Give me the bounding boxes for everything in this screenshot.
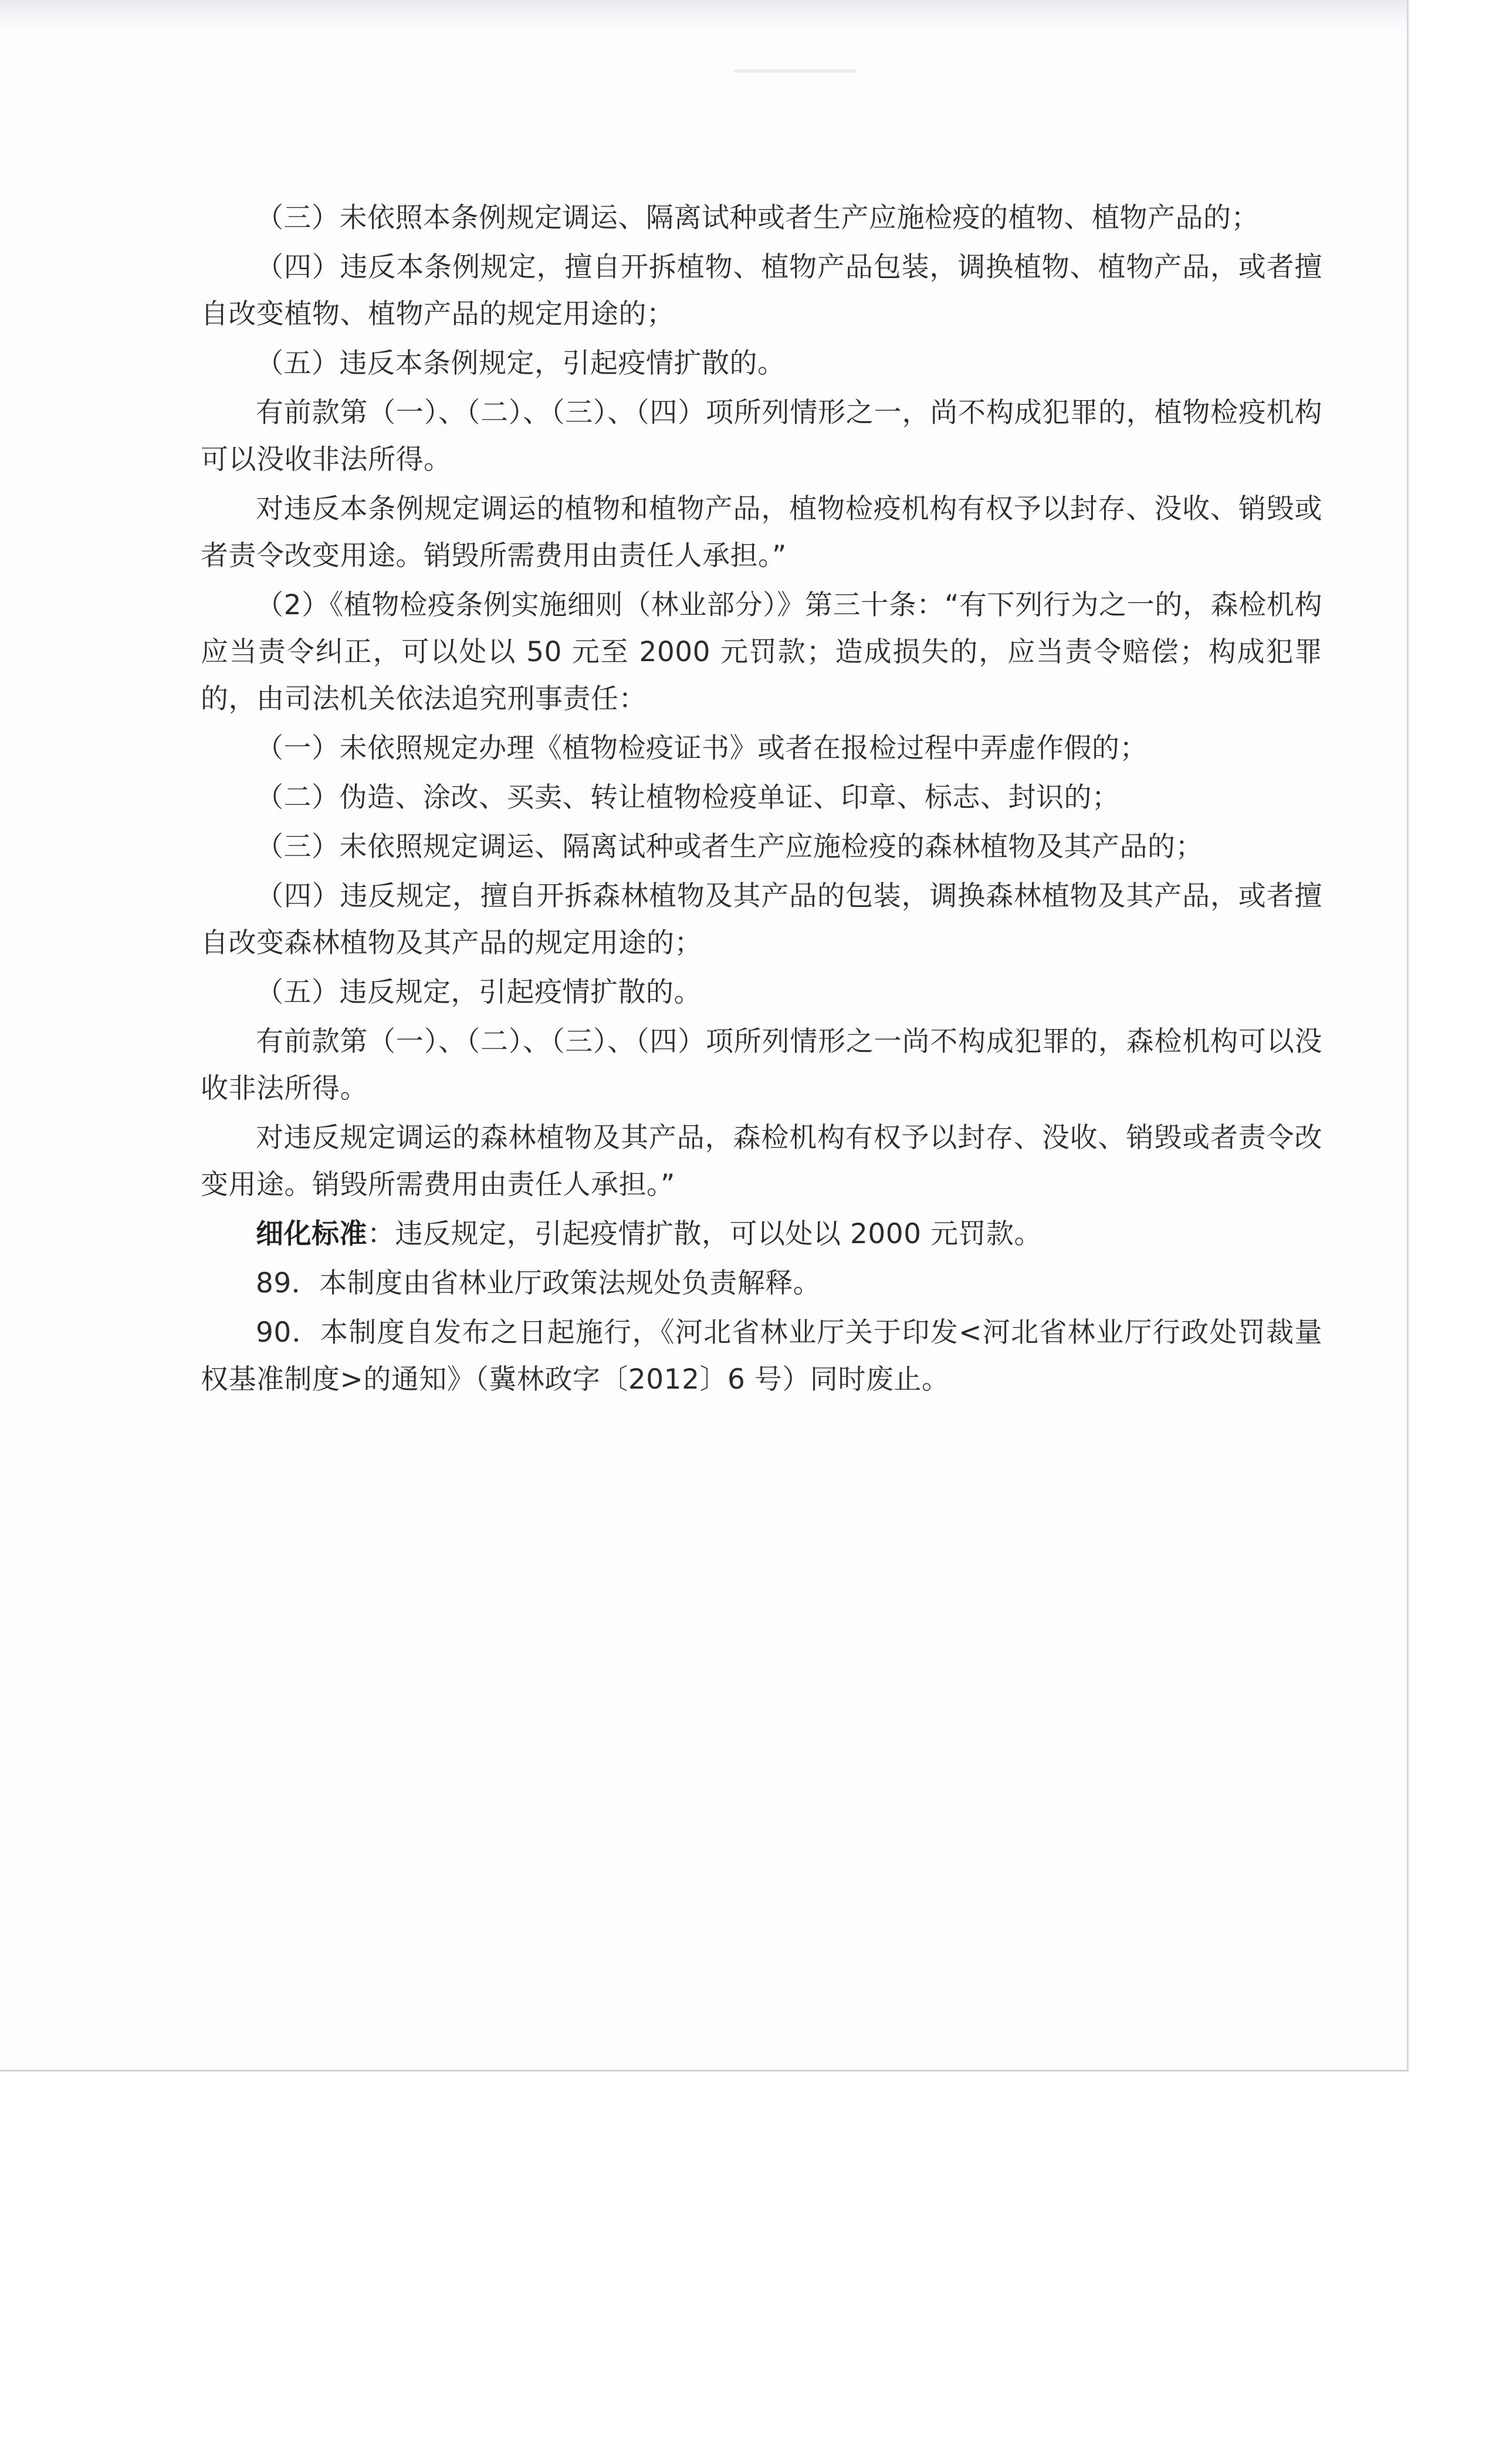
paragraph-forest-seizure: 对违反规定调运的森林植物及其产品，森检机构有权予以封存、没收、销毁或者责令改变用途。销毁所需费用由责任人承担。” [201,1122,1322,1201]
paragraph-item-3: （三）未依照本条例规定调运、隔离试种或者生产应施检疫的植物、植物产品的； [256,202,1259,234]
paragraph-exemption: 有前款第（一）、（二）、（三）、（四）项所列情形之一，尚不构成犯罪的，植物检疫机构可以没收非法所得。 [201,397,1322,476]
paragraph-90-effective: 90．本制度自发布之日起施行，《河北省林业厅关于印发<河北省林业厅行政处罚裁量权基准制度>的通知》（冀林政字〔2012〕6 号）同时废止。 [201,1316,1322,1396]
paragraph-forest-item-1: （一）未依照规定办理《植物检疫证书》或者在报检过程中弄虚作假的； [256,732,1148,764]
detailed-standard-label: 细化标准 [256,1218,367,1250]
paragraph-89-interpretation: 89．本制度由省林业厅政策法规处负责解释。 [256,1267,821,1299]
document-body [201,195,1322,1406]
paragraph-item-5: （五）违反本条例规定，引起疫情扩散的。 [256,347,786,380]
paragraph-forest-item-5: （五）违反规定，引起疫情扩散的。 [256,976,702,1008]
paragraph-forest-item-2: （二）伪造、涂改、买卖、转让植物检疫单证、印章、标志、封识的； [256,781,1120,814]
paragraph-forest-exemption: 有前款第（一）、（二）、（三）、（四）项所列情形之一尚不构成犯罪的，森检机构可以没收非法所得。 [201,1025,1322,1105]
scan-mark [733,69,857,73]
detailed-standard-text: ：违反规定，引起疫情扩散，可以处以 2000 元罚款。 [367,1218,1042,1250]
scan-edge-shadow [0,0,1407,35]
paragraph-article-30: （2）《植物检疫条例实施细则（林业部分）》第三十条：“有下列行为之一的，森检机构应当责令纠正，可以处以 50 元至 2000 元罚款；造成损失的，应当责令赔偿；构成犯罪的，由司法机关依法追究刑事责任： [201,589,1322,715]
paragraph-item-4: （四）违反本条例规定，擅自开拆植物、植物产品包装，调换植物、植物产品，或者擅自改变植物、植物产品的规定用途的； [201,251,1322,330]
paragraph-seizure: 对违反本条例规定调运的植物和植物产品，植物检疫机构有权予以封存、没收、销毁或者责令改变用途。销毁所需费用由责任人承担。” [201,493,1322,572]
paragraph-forest-item-4: （四）违反规定，擅自开拆森林植物及其产品的包装，调换森林植物及其产品，或者擅自改变森林植物及其产品的规定用途的； [201,880,1322,959]
paragraph-detailed-standard [201,1211,1322,1258]
paragraph-forest-item-3: （三）未依照规定调运、隔离试种或者生产应施检疫的森林植物及其产品的； [256,831,1203,863]
